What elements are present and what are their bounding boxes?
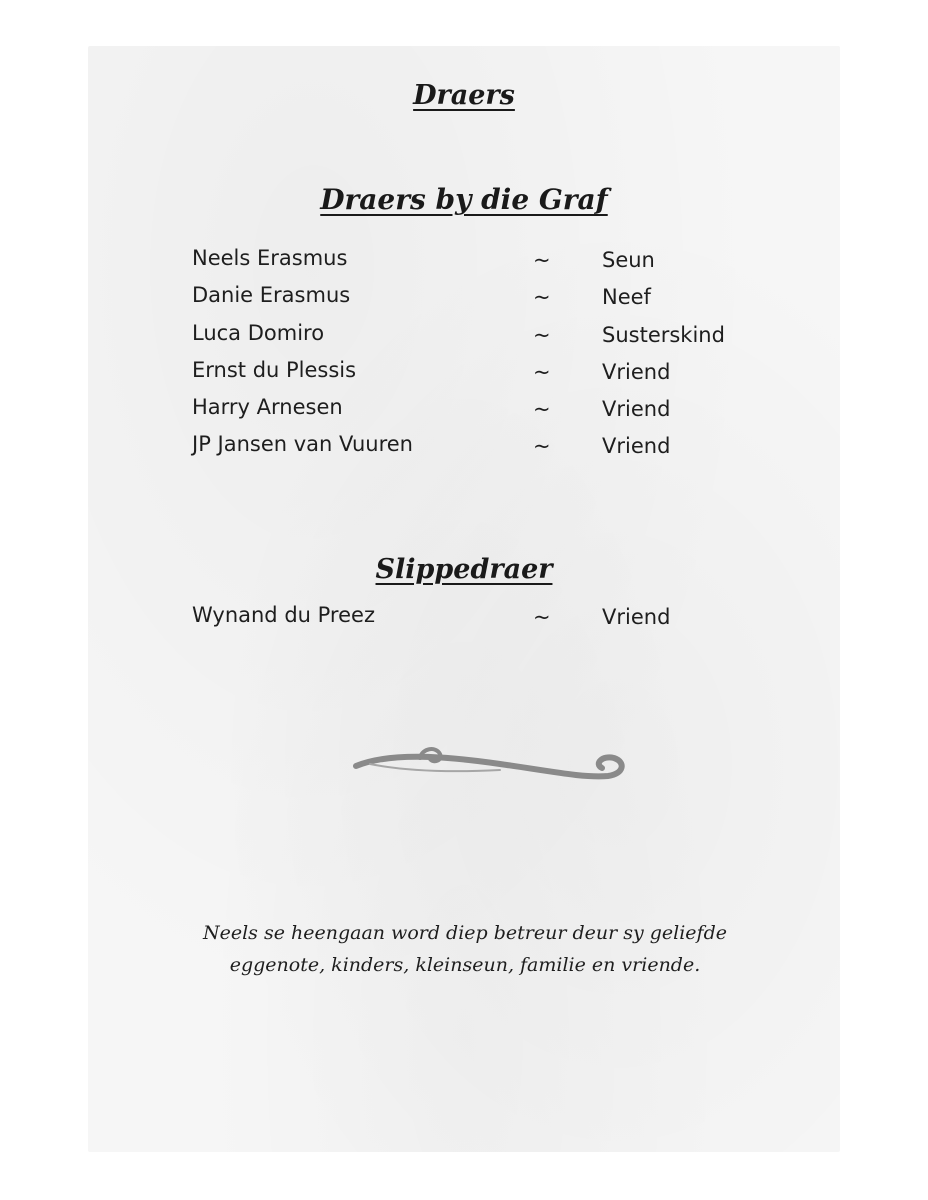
pallbearer-name: Wynand du Preez xyxy=(192,603,375,627)
pallbearer-relation: Vriend xyxy=(602,359,671,384)
pallbearer-row xyxy=(0,321,928,358)
tilde-separator: ~ xyxy=(533,434,551,459)
tilde-separator: ~ xyxy=(533,359,551,384)
pallbearer-name: JP Jansen van Vuuren xyxy=(192,432,413,457)
pallbearer-relation: Vriend xyxy=(602,434,671,459)
graf-pallbearer-list xyxy=(0,246,928,470)
closing-message xyxy=(160,917,770,981)
pallbearer-row xyxy=(0,283,928,320)
tilde-separator: ~ xyxy=(533,322,551,347)
pallbearer-row xyxy=(0,246,928,283)
pallbearer-name: Danie Erasmus xyxy=(192,283,351,308)
tilde-separator: ~ xyxy=(533,248,551,272)
tilde-separator: ~ xyxy=(533,397,551,422)
closing-line-2: eggenote, kinders, kleinseun, familie en vriende. xyxy=(229,954,701,976)
slip-section-heading: Slippedraer xyxy=(375,554,553,585)
pallbearer-name: Harry Arnesen xyxy=(192,395,343,420)
pallbearer-name: Neels Erasmus xyxy=(192,246,348,270)
pallbearer-relation: Susterskind xyxy=(602,322,725,347)
pallbearer-name: Luca Domiro xyxy=(192,320,325,345)
pallbearer-relation: Seun xyxy=(602,248,655,272)
page-title: Draers xyxy=(413,80,515,111)
pallbearer-relation: Neef xyxy=(602,285,651,310)
pallbearer-row xyxy=(0,603,928,640)
closing-line-1: Neels se heengaan word diep betreur deur sy geliefde xyxy=(202,922,727,944)
pallbearer-relation: Vriend xyxy=(602,397,671,422)
tilde-separator: ~ xyxy=(533,285,551,310)
pallbearer-row xyxy=(0,358,928,395)
pallbearer-row xyxy=(0,432,928,469)
pallbearer-row xyxy=(0,395,928,432)
pallbearer-relation: Vriend xyxy=(602,605,671,629)
tilde-separator: ~ xyxy=(533,605,551,629)
graf-section-heading: Draers by die Graf xyxy=(320,183,608,216)
swirl-flourish-icon xyxy=(350,742,630,788)
slip-pallbearer-list xyxy=(0,603,928,640)
pallbearer-name: Ernst du Plessis xyxy=(192,357,357,382)
